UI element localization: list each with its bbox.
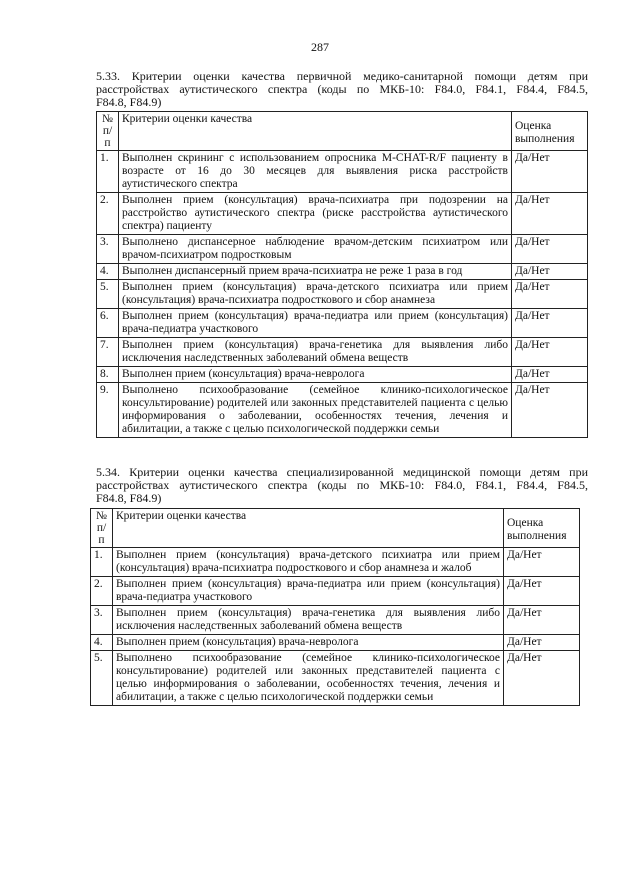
row-result: Да/Нет [512, 280, 588, 309]
row-num: 3. [91, 606, 113, 635]
table-row [97, 383, 588, 438]
row-num: 3. [97, 235, 119, 264]
criteria-table-5-34 [90, 508, 580, 706]
row-result: Да/Нет [504, 651, 580, 706]
row-result: Да/Нет [512, 264, 588, 280]
row-result: Да/Нет [512, 193, 588, 235]
row-result: Да/Нет [504, 548, 580, 577]
row-num: 2. [97, 193, 119, 235]
row-num: 1. [97, 151, 119, 193]
section-heading-5-33 [96, 70, 588, 109]
row-result: Да/Нет [512, 367, 588, 383]
table-header-row [91, 509, 580, 548]
row-num: 4. [97, 264, 119, 280]
row-num: 5. [97, 280, 119, 309]
column-header-result: Оценка выполнения [512, 112, 588, 151]
row-criterion: Выполнен прием (консультация) врача-педиатра или прием (консультация) врача-педиатра участкового [113, 577, 504, 606]
row-result: Да/Нет [512, 235, 588, 264]
row-num: 1. [91, 548, 113, 577]
table-row [97, 264, 588, 280]
row-criterion: Выполнен прием (консультация) врача-генетика для выявления либо исключения наследственных заболеваний обмена веществ [119, 338, 512, 367]
table-row [91, 606, 580, 635]
table-row [97, 151, 588, 193]
table-row [91, 577, 580, 606]
table-row [91, 635, 580, 651]
table-row [97, 235, 588, 264]
row-num: 7. [97, 338, 119, 367]
row-num: 8. [97, 367, 119, 383]
row-criterion: Выполнен прием (консультация) врача-психиатра при подозрении на расстройство аутистического спектра (риске расстройства аутистического спектра) пациенту [119, 193, 512, 235]
row-num: 2. [91, 577, 113, 606]
table-row [97, 280, 588, 309]
table-row [97, 338, 588, 367]
row-num: 5. [91, 651, 113, 706]
row-criterion: Выполнен диспансерный прием врача-психиатра не реже 1 раза в год [119, 264, 512, 280]
row-criterion: Выполнен прием (консультация) врача-генетика для выявления либо исключения наследственных заболеваний обмена веществ [113, 606, 504, 635]
section-heading-tail: F84.8, F84.9) [96, 491, 162, 505]
row-result: Да/Нет [512, 383, 588, 438]
table-row [91, 548, 580, 577]
table-header-row [97, 112, 588, 151]
row-result: Да/Нет [504, 635, 580, 651]
row-criterion: Выполнен прием (консультация) врача-детского психиатра или прием (консультация) врача-психиатра подросткового и сбор анамнеза и жалоб [113, 548, 504, 577]
section-heading-5-34 [96, 466, 588, 505]
row-criterion: Выполнен скрининг с использованием опросника M-CHAT-R/F пациенту в возрасте от 16 до 30 месяцев для выявления риска расстройств аутистического спектра [119, 151, 512, 193]
row-criterion: Выполнено диспансерное наблюдение врачом-детским психиатром или врачом-психиатром подростковым [119, 235, 512, 264]
row-criterion: Выполнен прием (консультация) врача-педиатра или прием (консультация) врача-педиатра участкового [119, 309, 512, 338]
row-result: Да/Нет [512, 151, 588, 193]
row-criterion: Выполнено психообразование (семейное клинико-психологическое консультирование) родителей или законных представителей пациента с целью информирования о заболевании, особенностях течения, лечения и абилитации, а также с целью психологической поддержки семьи [113, 651, 504, 706]
section-heading-text: 5.33. Критерии оценки качества первичной медико-санитарной помощи детям при расстройствах аутистического спектра (коды по МКБ-10: F84.0, F84.1, F84.4, F84.5, [96, 69, 588, 96]
row-num: 4. [91, 635, 113, 651]
column-header-num: № п/п [97, 112, 119, 151]
page-number: 287 [311, 40, 329, 54]
criteria-table-5-33 [96, 111, 588, 438]
table-row [97, 309, 588, 338]
row-result: Да/Нет [504, 606, 580, 635]
row-result: Да/Нет [512, 309, 588, 338]
row-result: Да/Нет [512, 338, 588, 367]
column-header-result: Оценка выполнения [504, 509, 580, 548]
section-heading-tail: F84.8, F84.9) [96, 95, 162, 109]
column-header-num: № п/п [91, 509, 113, 548]
section-heading-text: 5.34. Критерии оценки качества специализированной медицинской помощи детям при расстройствах аутистического спектра (коды по МКБ-10: F84.0, F84.1, F84.4, F84.5, [96, 465, 588, 492]
row-criterion: Выполнен прием (консультация) врача-детского психиатра или прием (консультация) врача-психиатра подросткового и сбор анамнеза [119, 280, 512, 309]
table-row [97, 193, 588, 235]
row-result: Да/Нет [504, 577, 580, 606]
column-header-criterion: Критерии оценки качества [113, 509, 504, 548]
row-num: 9. [97, 383, 119, 438]
row-num: 6. [97, 309, 119, 338]
column-header-criterion: Критерии оценки качества [119, 112, 512, 151]
row-criterion: Выполнено психообразование (семейное клинико-психологическое консультирование) родителей или законных представителей пациента с целью информирования о заболевании, особенностях течения, лечения и абилитации, а также с целью психологической поддержки семьи [119, 383, 512, 438]
table-row [91, 651, 580, 706]
row-criterion: Выполнен прием (консультация) врача-невролога [113, 635, 504, 651]
row-criterion: Выполнен прием (консультация) врача-невролога [119, 367, 512, 383]
table-row [97, 367, 588, 383]
